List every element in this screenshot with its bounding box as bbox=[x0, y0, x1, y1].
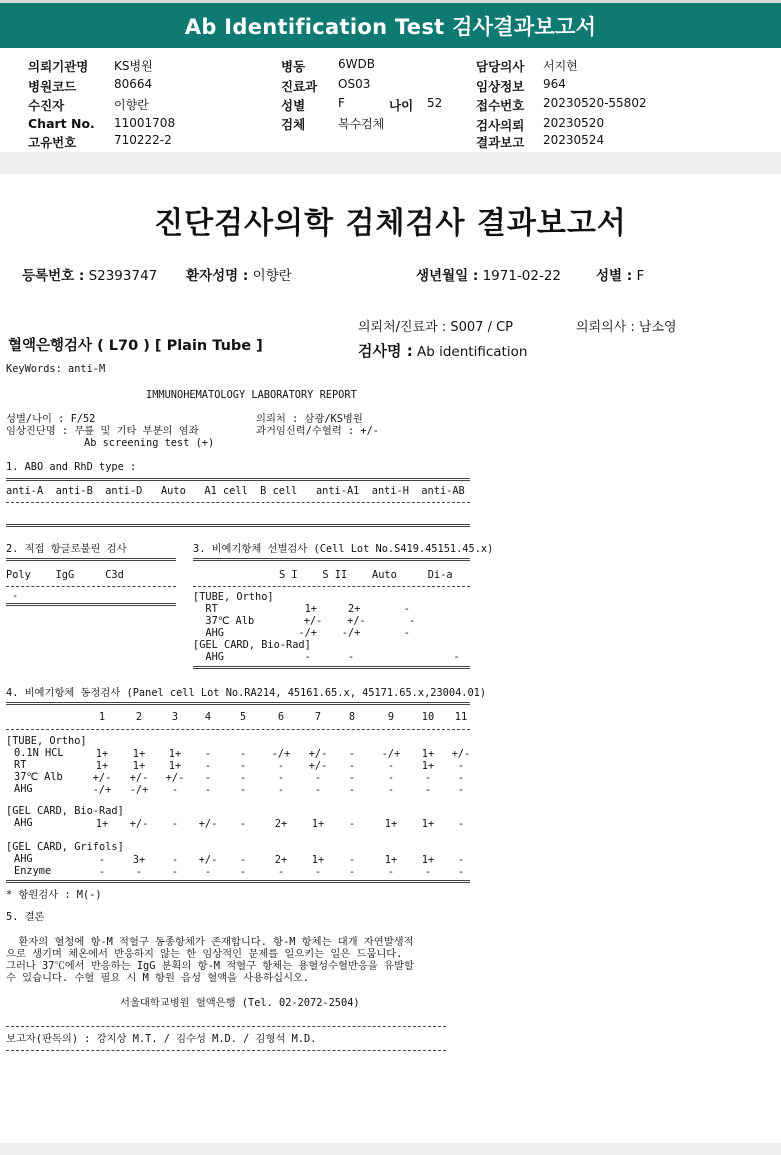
header-label: Chart No. bbox=[28, 116, 95, 131]
section-1-title: 1. ABO and RhD type : bbox=[6, 461, 137, 473]
panel-column-header: 5 bbox=[239, 711, 247, 723]
conclusion-line: 수 있습니다. 수혈 필요 시 M 항원 음성 혈액을 사용하십시오. bbox=[6, 972, 310, 984]
header-label: 의뢰기관명 bbox=[28, 59, 89, 74]
panel-cell: 1+ bbox=[95, 818, 109, 830]
panel-cell: 1+ bbox=[132, 748, 146, 760]
panel-cell: -/+ bbox=[129, 784, 149, 796]
conclusion-line: 그러나 37℃에서 반응하는 IgG 분획의 항-M 적혈구 항체는 용혈성수혈반응을 유발할 bbox=[6, 960, 414, 972]
panel-cell: 1+ bbox=[421, 748, 435, 760]
header-label: 검체 bbox=[281, 117, 306, 132]
panel-cell: - bbox=[239, 854, 247, 866]
panel-cell: - bbox=[457, 784, 465, 796]
panel-cell: - bbox=[239, 866, 247, 878]
panel-column-header: 3 bbox=[171, 711, 179, 723]
panel-cell: 1+ bbox=[421, 818, 435, 830]
section-2-title: 2. 직접 항글로불린 검사 bbox=[6, 543, 127, 555]
panel-cell: - bbox=[239, 748, 247, 760]
dat-value: - bbox=[12, 590, 19, 602]
panel-row-label: 0.1N HCL bbox=[14, 747, 64, 759]
screening-row: RT 1+ 2+ - bbox=[193, 603, 410, 615]
section-divider bbox=[0, 152, 781, 174]
screening-row: AHG - - - bbox=[193, 651, 460, 663]
panel-cell: - bbox=[387, 784, 395, 796]
panel-cell: +/- bbox=[129, 818, 149, 830]
panel-cell: - bbox=[457, 760, 465, 772]
header-label: 병원코드 bbox=[28, 79, 77, 94]
header-value: 964 bbox=[543, 77, 566, 91]
panel-cell: - bbox=[277, 772, 285, 784]
panel-cell: - bbox=[239, 772, 247, 784]
keywords: KeyWords: anti-M bbox=[6, 363, 106, 375]
panel-column-header: 2 bbox=[135, 711, 143, 723]
panel-cell: 1+ bbox=[168, 760, 182, 772]
divider bbox=[193, 586, 470, 587]
header-label: 진료과 bbox=[281, 79, 318, 94]
panel-cell: 3+ bbox=[132, 854, 146, 866]
section-5-title: 5. 결론 bbox=[6, 911, 45, 923]
panel-column-header: 7 bbox=[314, 711, 322, 723]
info-diagnosis: 임상진단명 : 무릎 및 기타 부분의 염좌 bbox=[6, 425, 199, 437]
panel-cell: - bbox=[348, 772, 356, 784]
panel-column-header: 10 bbox=[421, 711, 435, 723]
panel-cell: -/+ bbox=[271, 748, 291, 760]
panel-column-header: 9 bbox=[387, 711, 395, 723]
panel-cell: +/- bbox=[165, 772, 185, 784]
panel-cell: - bbox=[457, 772, 465, 784]
dept-label: 의뢰처/진료과 : bbox=[358, 320, 447, 335]
header-value: 서지현 bbox=[543, 59, 578, 73]
panel-cell: -/+ bbox=[92, 784, 112, 796]
panel-cell: +/- bbox=[308, 748, 328, 760]
panel-cell: - bbox=[424, 784, 432, 796]
dob-label: 생년월일 : bbox=[416, 268, 479, 284]
panel-row-label: AHG bbox=[14, 817, 33, 829]
header-value: OS03 bbox=[338, 77, 371, 91]
panel-cell: - bbox=[204, 784, 212, 796]
divider bbox=[6, 880, 470, 883]
header-value: 80664 bbox=[114, 77, 153, 91]
panel-cell: 1+ bbox=[95, 748, 109, 760]
panel-cell: - bbox=[314, 866, 322, 878]
patient-label: 환자성명 : bbox=[186, 268, 249, 284]
divider bbox=[193, 558, 470, 561]
info-screening: Ab screening test (+) bbox=[84, 437, 215, 449]
panel-cell: 2+ bbox=[274, 854, 288, 866]
reg-no-label: 등록번호 : bbox=[22, 268, 85, 284]
panel-column-header: 6 bbox=[277, 711, 285, 723]
panel-cell: 1+ bbox=[168, 748, 182, 760]
panel-cell: - bbox=[314, 772, 322, 784]
panel-cell: +/- bbox=[198, 854, 218, 866]
panel-cell: +/- bbox=[92, 772, 112, 784]
panel-cell: - bbox=[204, 772, 212, 784]
panel-cell: - bbox=[204, 760, 212, 772]
panel-cell: - bbox=[171, 818, 179, 830]
info-sex-age: 성별/나이 : F/52 bbox=[6, 413, 96, 425]
header-label: 병동 bbox=[281, 59, 306, 74]
screening-row: [TUBE, Ortho] bbox=[193, 591, 274, 603]
divider bbox=[6, 524, 470, 527]
panel-cell: 1+ bbox=[311, 818, 325, 830]
conclusion-line: 으로 생기며 체온에서 반응하지 않는 한 임상적인 문제를 일으키는 일은 드뭅니다. bbox=[6, 948, 403, 960]
panel-cell: - bbox=[204, 748, 212, 760]
header-value: 710222-2 bbox=[114, 133, 172, 147]
panel-cell: 1+ bbox=[421, 760, 435, 772]
header-label: 고유번호 bbox=[28, 135, 77, 150]
panel-cell: - bbox=[239, 818, 247, 830]
panel-cell: - bbox=[277, 866, 285, 878]
age-value: 52 bbox=[427, 96, 443, 110]
screening-row: AHG -/+ -/+ - bbox=[193, 627, 410, 639]
doctor-label: 의뢰의사 : bbox=[576, 320, 635, 335]
panel-cell: 1+ bbox=[95, 760, 109, 772]
lab-report-title: IMMUNOHEMATOLOGY LABORATORY REPORT bbox=[146, 389, 357, 401]
header-label: 검사의뢰 bbox=[476, 118, 525, 133]
panel-cell: - bbox=[277, 760, 285, 772]
screening-row: 37℃ Alb +/- +/- - bbox=[193, 615, 416, 627]
panel-cell: - bbox=[348, 854, 356, 866]
header-value: 20230524 bbox=[543, 133, 605, 147]
age-label: 나이 bbox=[389, 98, 414, 113]
panel-cell: 1+ bbox=[384, 818, 398, 830]
panel-cell: - bbox=[171, 854, 179, 866]
header-value: KS병원 bbox=[114, 59, 153, 73]
antigen-test: * 항원검사 : M(-) bbox=[6, 889, 102, 901]
panel-group-name: [TUBE, Ortho] bbox=[6, 735, 87, 747]
divider bbox=[6, 603, 176, 606]
panel-column-header: 1 bbox=[98, 711, 106, 723]
abo-header: anti-A anti-B anti-D Auto A1 cell B cell anti-A1 anti-H anti-AB bbox=[6, 485, 465, 497]
header-label: 수진자 bbox=[28, 98, 65, 113]
dat-header: Poly IgG C3d bbox=[6, 569, 124, 581]
panel-cell: +/- bbox=[129, 772, 149, 784]
info-requester: 의뢰처 : 삼광/KS병원 bbox=[256, 413, 363, 425]
panel-cell: - bbox=[277, 784, 285, 796]
panel-cell: - bbox=[239, 760, 247, 772]
panel-cell: 1+ bbox=[132, 760, 146, 772]
panel-cell: - bbox=[424, 772, 432, 784]
header-label: 결과보고 bbox=[476, 135, 525, 150]
section-4-title: 4. 비예기항체 동정검사 (Panel cell Lot No.RA214, 45161.65.x, 45171.65.x,23004.01) bbox=[6, 687, 487, 699]
panel-cell: - bbox=[387, 772, 395, 784]
header-value: F bbox=[338, 96, 345, 110]
divider bbox=[6, 478, 470, 481]
header-value: 11001708 bbox=[114, 116, 176, 130]
exam-name: Ab identification bbox=[417, 344, 528, 360]
header-value: 6WDB bbox=[338, 57, 375, 71]
header-value: 20230520-55802 bbox=[543, 96, 647, 110]
divider bbox=[6, 1050, 446, 1051]
panel-cell: - bbox=[204, 866, 212, 878]
divider bbox=[6, 586, 176, 587]
section-3-title: 3. 비예기항체 선별검사 (Cell Lot No.S419.45151.45.x) bbox=[193, 543, 494, 555]
panel-cell: +/- bbox=[198, 818, 218, 830]
panel-row-label: 37℃ Alb bbox=[14, 771, 63, 783]
panel-cell: - bbox=[424, 866, 432, 878]
header-label: 성별 bbox=[281, 98, 306, 113]
panel-cell: - bbox=[314, 784, 322, 796]
panel-column-header: 8 bbox=[348, 711, 356, 723]
panel-column-header: 4 bbox=[204, 711, 212, 723]
report-main-title: 진단검사의학 검체검사 결과보고서 bbox=[154, 206, 627, 241]
panel-column-header: 11 bbox=[454, 711, 468, 723]
sex: F bbox=[636, 268, 645, 284]
header-value: 20230520 bbox=[543, 116, 605, 130]
panel-cell: -/+ bbox=[381, 748, 401, 760]
divider bbox=[6, 502, 470, 503]
hospital-contact: 서울대학교병원 혈액은행 (Tel. 02-2072-2504) bbox=[120, 997, 360, 1009]
panel-cell: - bbox=[387, 866, 395, 878]
divider bbox=[193, 666, 470, 669]
panel-cell: - bbox=[98, 854, 106, 866]
header-label: 담당의사 bbox=[476, 59, 525, 74]
screening-row: [GEL CARD, Bio-Rad] bbox=[193, 639, 311, 651]
report-title: Ab Identification Test 검사결과보고서 bbox=[184, 15, 597, 39]
header-value: 복수검체 bbox=[338, 117, 385, 131]
reg-no: S2393747 bbox=[88, 268, 158, 284]
dept: S007 / CP bbox=[450, 320, 514, 335]
panel-row-label: AHG bbox=[14, 853, 33, 865]
screening-header: S I S II Auto Di-a bbox=[279, 569, 453, 581]
panel-cell: 1+ bbox=[311, 854, 325, 866]
panel-group-name: [GEL CARD, Grifols] bbox=[6, 841, 124, 853]
panel-cell: - bbox=[171, 784, 179, 796]
header-value: 이향란 bbox=[114, 98, 149, 112]
divider bbox=[6, 729, 470, 730]
divider bbox=[6, 702, 470, 705]
sex-label: 성별 : bbox=[596, 268, 633, 284]
panel-cell: - bbox=[171, 866, 179, 878]
doctor: 남소영 bbox=[638, 320, 677, 335]
panel-cell: - bbox=[239, 784, 247, 796]
exam-label: 검사명 : bbox=[358, 342, 413, 360]
panel-group-name: [GEL CARD, Bio-Rad] bbox=[6, 805, 124, 817]
panel-cell: - bbox=[348, 748, 356, 760]
divider bbox=[6, 558, 176, 561]
panel-cell: - bbox=[348, 818, 356, 830]
test-name: 혈액은행검사 ( L70 ) [ Plain Tube ] bbox=[8, 338, 263, 354]
header-label: 접수번호 bbox=[476, 98, 525, 113]
panel-cell: 1+ bbox=[384, 854, 398, 866]
panel-cell: - bbox=[457, 866, 465, 878]
panel-cell: 2+ bbox=[274, 818, 288, 830]
panel-cell: - bbox=[457, 854, 465, 866]
conclusion-line: 환자의 혈청에 항-M 적혈구 동종항체가 존재합니다. 항-M 항체는 대개 자연발생적 bbox=[6, 936, 414, 948]
divider bbox=[6, 1026, 446, 1027]
patient-name: 이향란 bbox=[252, 268, 292, 284]
page-bottom bbox=[0, 1143, 781, 1155]
report-title-bar bbox=[0, 0, 781, 48]
panel-row-label: Enzyme bbox=[14, 865, 52, 877]
panel-cell: - bbox=[387, 760, 395, 772]
panel-row-label: AHG bbox=[14, 783, 33, 795]
reporter: 보고자(판독의) : 강지상 M.T. / 김수성 M.D. / 김형석 M.D. bbox=[6, 1033, 317, 1045]
panel-cell: - bbox=[348, 866, 356, 878]
panel-cell: - bbox=[98, 866, 106, 878]
panel-cell: +/- bbox=[451, 748, 471, 760]
panel-cell: +/- bbox=[308, 760, 328, 772]
panel-cell: - bbox=[135, 866, 143, 878]
panel-row-label: RT bbox=[14, 759, 27, 771]
info-history: 과거임신력/수혈력 : +/- bbox=[256, 425, 379, 437]
panel-cell: - bbox=[457, 818, 465, 830]
dob: 1971-02-22 bbox=[482, 268, 562, 284]
panel-cell: 1+ bbox=[421, 854, 435, 866]
header-label: 임상정보 bbox=[476, 79, 525, 94]
panel-cell: - bbox=[348, 784, 356, 796]
panel-cell: - bbox=[348, 760, 356, 772]
